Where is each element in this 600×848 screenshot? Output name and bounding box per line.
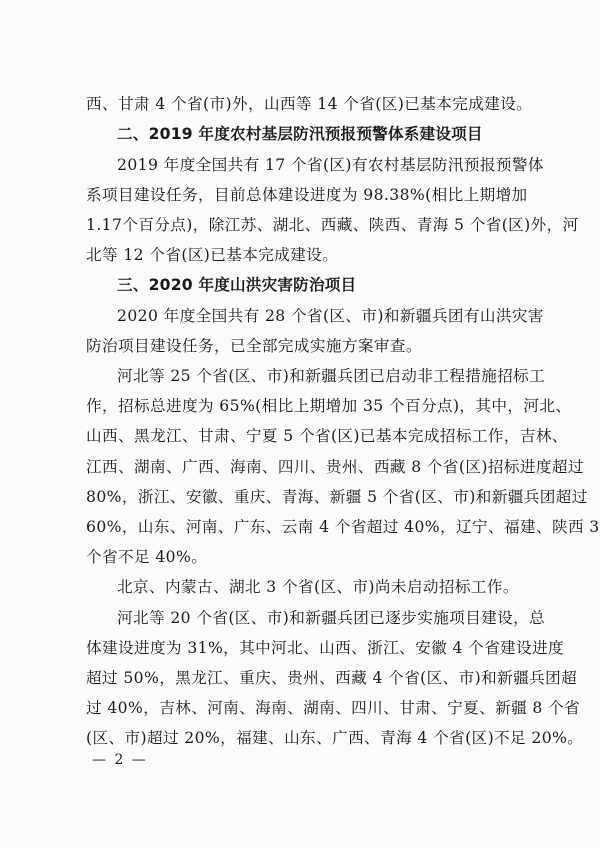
body-text-line: 个省不足 40%。 xyxy=(86,548,208,566)
body-text-line: (区、市)超过 20%，福建、山东、广西、青海 4 个省(区)不足 20%。 xyxy=(86,729,584,747)
body-text-line: 系项目建设任务，目前总体建设进度为 98.38%(相比上期增加 xyxy=(86,186,528,204)
body-text-line: 山西、黑龙江、甘肃、宁夏 5 个省(区)已基本完成招标工作，吉林、 xyxy=(86,427,568,445)
body-text-line: 北等 12 个省(区)已基本完成建设。 xyxy=(86,246,339,264)
body-text-line: 超过 50%，黑龙江、重庆、贵州、西藏 4 个省(区、市)和新疆兵团超 xyxy=(86,669,578,687)
body-text-line: 作，招标总进度为 65%(相比上期增加 35 个百分点)，其中，河北、 xyxy=(86,397,572,415)
body-text-line: 北京、内蒙古、湖北 3 个省(区、市)尚未启动招标工作。 xyxy=(117,578,519,596)
body-text-line: 1.17个百分点)，除江苏、湖北、西藏、陕西、青海 5 个省(区)外，河 xyxy=(86,216,579,234)
body-text-line: 过 40%，吉林、河南、海南、湖南、四川、甘肃、宁夏、新疆 8 个省 xyxy=(86,699,581,717)
body-text-line: 江西、湖南、广西、海南、四川、贵州、西藏 8 个省(区)招标进度超过 xyxy=(86,458,584,476)
body-text-line: 河北等 20 个省(区、市)和新疆兵团已逐步实施项目建设，总 xyxy=(117,609,546,627)
body-text-line: 60%，山东、河南、广东、云南 4 个省超过 40%，辽宁、福建、陕西 3 xyxy=(86,518,600,536)
section-heading-2019: 二、2019 年度农村基层防汛预报预警体系建设项目 xyxy=(117,125,483,143)
body-text-line: 防治项目建设任务，已全部完成实施方案审查。 xyxy=(86,337,422,355)
body-text-line: 2019 年度全国共有 17 个省(区)有农村基层防汛预报预警体 xyxy=(117,156,544,174)
body-text-line: 80%，浙江、安徽、重庆、青海、新疆 5 个省(区、市)和新疆兵团超过 xyxy=(86,488,588,506)
body-text-line: 2020 年度全国共有 28 个省(区、市)和新疆兵团有山洪灾害 xyxy=(117,307,544,325)
body-text-line: 河北等 25 个省(区、市)和新疆兵团已启动非工程措施招标工 xyxy=(117,367,546,385)
page-number: — 2 — xyxy=(92,752,148,768)
body-text-line: 西、甘肃 4 个省(市)外，山西等 14 个省(区)已基本完成建设。 xyxy=(86,95,533,113)
body-text-line: 体建设进度为 31%，其中河北、山西、浙江、安徽 4 个省建设进度 xyxy=(86,639,565,657)
section-heading-2020: 三、2020 年度山洪灾害防治项目 xyxy=(117,276,357,294)
